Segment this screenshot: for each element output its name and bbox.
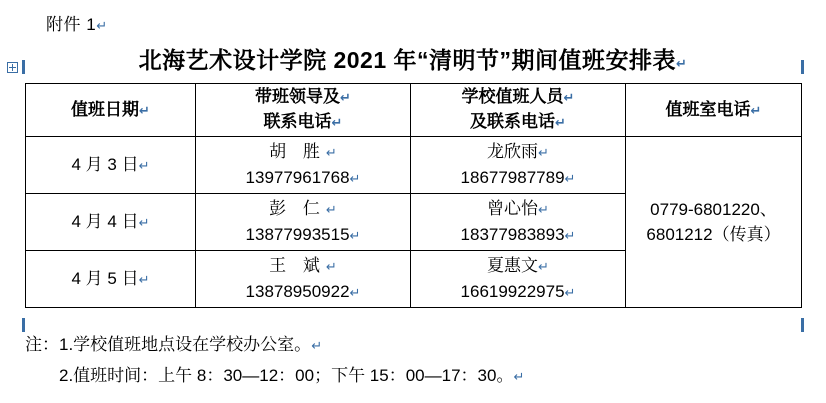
- cell-staff: [411, 137, 626, 194]
- notes-block: [25, 330, 805, 392]
- paragraph-mark-icon: ↵: [538, 202, 549, 217]
- cell-leader: [196, 251, 411, 308]
- cell-date: [26, 251, 196, 308]
- cell-leader-phone: [196, 165, 410, 191]
- table-row: [26, 137, 802, 194]
- cell-staff-name: [411, 196, 625, 222]
- cell-leader: [196, 194, 411, 251]
- paragraph-mark-icon: ↵: [96, 18, 108, 33]
- cell-staff-name-text: 夏惠文: [487, 256, 539, 275]
- cell-staff-name: [411, 253, 625, 279]
- cell-office-phone-line1: [626, 197, 801, 222]
- paragraph-mark-icon: ↵: [138, 215, 150, 230]
- cell-date-text: 4 月 3 日: [71, 155, 139, 174]
- paragraph-mark-icon: ↵: [564, 171, 576, 186]
- paragraph-mark-icon: ↵: [563, 90, 575, 105]
- paragraph-mark-icon: ↵: [349, 171, 361, 186]
- paragraph-mark-icon: ↵: [564, 228, 576, 243]
- note-line-text: 2.值班时间：上午 8：30—12：00；下午 15：00—17：30。: [59, 366, 514, 385]
- page-title-text: 北海艺术设计学院 2021 年“清明节”期间值班安排表: [138, 47, 677, 73]
- cell-leader-phone: [196, 279, 410, 305]
- cell-leader-phone-text: 13878950922: [245, 282, 350, 301]
- paragraph-mark-icon: ↵: [349, 228, 361, 243]
- paragraph-mark-icon: ↵: [139, 102, 150, 118]
- cell-office-phone-text2: 6801212（传真）: [646, 225, 781, 244]
- paragraph-mark-icon: ↵: [325, 145, 343, 160]
- cell-office-phone-text1: 0779-6801220、: [650, 200, 777, 219]
- cell-staff: [411, 194, 626, 251]
- paragraph-mark-icon: ↵: [325, 202, 343, 217]
- cell-leader-name-text: 彭 仁: [269, 199, 326, 218]
- cell-leader-phone-text: 13877993515: [245, 225, 350, 244]
- paragraph-mark-icon: ↵: [340, 90, 351, 105]
- paragraph-mark-icon: ↵: [750, 102, 762, 118]
- cell-date-text: 4 月 5 日: [71, 269, 139, 288]
- paragraph-mark-icon: ↵: [564, 285, 576, 300]
- paragraph-mark-icon: ↵: [331, 115, 343, 130]
- cell-leader: [196, 137, 411, 194]
- paragraph-mark-icon: ↵: [513, 369, 525, 384]
- table-header-leader-text1: 带班领导及: [255, 87, 341, 106]
- cell-date: [26, 137, 196, 194]
- attachment-label-text: 附件 1: [46, 15, 97, 34]
- paragraph-mark-icon: ↵: [555, 115, 566, 130]
- duty-schedule-table: [25, 83, 802, 308]
- table-header-date-text: 值班日期: [71, 99, 140, 119]
- cell-staff-name-text: 龙欣雨: [487, 142, 539, 161]
- cell-staff-name: [411, 139, 625, 165]
- cell-leader-name-text: 王 斌: [269, 256, 326, 275]
- table-header-office-phone-text: 值班室电话: [665, 99, 751, 119]
- table-header-date: [26, 84, 196, 137]
- cell-leader-name: [196, 196, 410, 222]
- table-header-leader: [196, 84, 411, 137]
- cell-date: [26, 194, 196, 251]
- cell-office-phone-line2: [626, 222, 801, 247]
- table-header-staff-line2: [411, 110, 625, 135]
- table-header-leader-line2: [196, 110, 410, 135]
- paragraph-mark-icon: ↵: [138, 272, 150, 287]
- paragraph-mark-icon: ↵: [349, 285, 361, 300]
- note-line-text: 注：1.学校值班地点设在学校办公室。: [25, 335, 312, 354]
- paragraph-mark-icon: ↵: [676, 56, 688, 71]
- cell-staff-phone-text: 18377983893: [460, 225, 565, 244]
- cell-staff-phone: [411, 279, 625, 305]
- cell-leader-name: [196, 253, 410, 279]
- table-header-office-phone: [626, 84, 802, 137]
- table-header-staff-text2: 及联系电话: [470, 112, 556, 131]
- cell-leader-name-text: 胡 胜: [269, 142, 326, 161]
- attachment-label: [46, 10, 108, 35]
- table-header-leader-text2: 联系电话: [263, 112, 332, 131]
- note-line: [59, 361, 805, 392]
- cell-office-phone: [626, 137, 802, 308]
- note-line: [25, 330, 805, 361]
- table-header-staff: [411, 84, 626, 137]
- table-header-staff-line1: [411, 85, 625, 110]
- cell-staff-name-text: 曾心怡: [487, 199, 539, 218]
- cell-staff: [411, 251, 626, 308]
- page-title: [0, 42, 826, 75]
- cell-staff-phone-text: 18677987789: [460, 168, 565, 187]
- table-header-leader-line1: [196, 85, 410, 110]
- table-header-staff-text1: 学校值班人员: [461, 87, 564, 106]
- cell-staff-phone-text: 16619922975: [460, 282, 565, 301]
- table-header-row: [26, 84, 802, 137]
- paragraph-mark-icon: ↵: [538, 259, 549, 274]
- paragraph-mark-icon: ↵: [538, 145, 549, 160]
- cell-staff-phone: [411, 222, 625, 248]
- paragraph-mark-icon: ↵: [138, 158, 150, 173]
- cell-leader-name: [196, 139, 410, 165]
- cell-date-text: 4 月 4 日: [71, 212, 139, 231]
- cell-leader-phone: [196, 222, 410, 248]
- paragraph-mark-icon: ↵: [325, 259, 343, 274]
- cell-leader-phone-text: 13977961768: [245, 168, 350, 187]
- paragraph-mark-icon: ↵: [311, 338, 323, 353]
- cell-staff-phone: [411, 165, 625, 191]
